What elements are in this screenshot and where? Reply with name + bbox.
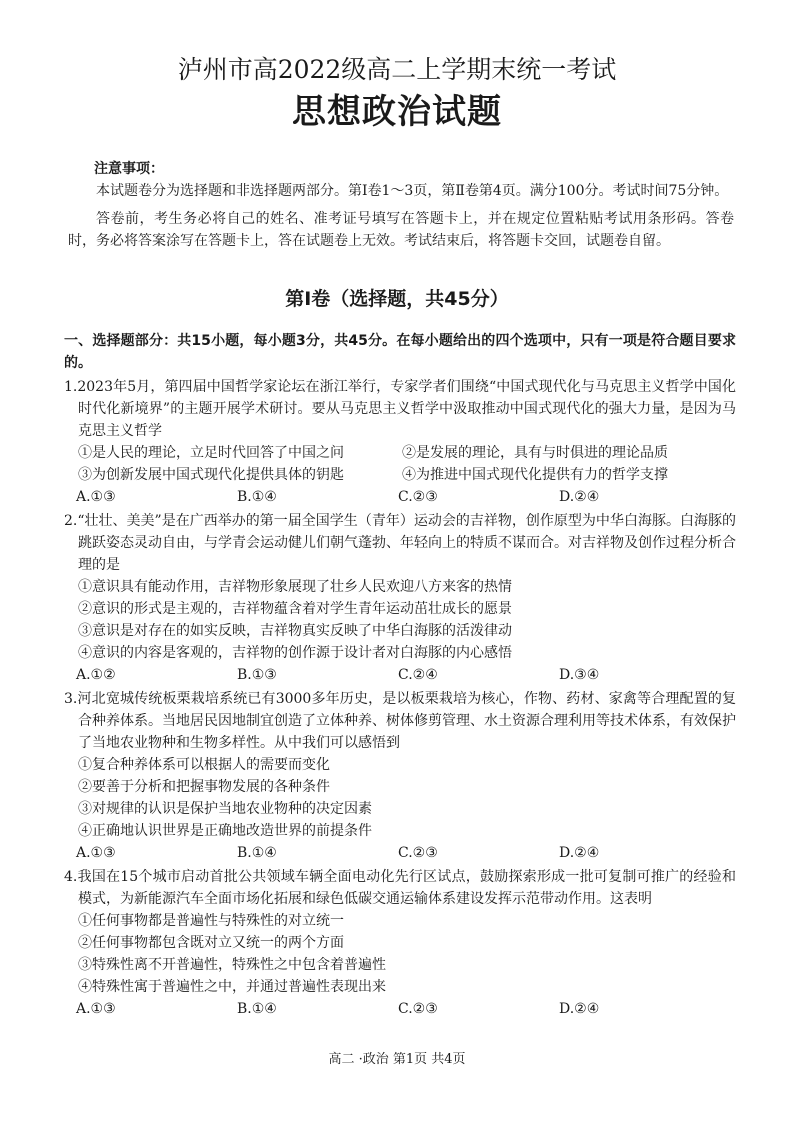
question-3 — [64, 688, 736, 864]
option-row — [64, 464, 736, 486]
option-item: ③意识是对存在的如实反映，吉祥物真实反映了中华白海豚的活泼律动 — [78, 623, 512, 639]
subject-title: 思想政治试题 — [292, 92, 502, 132]
answer-choice-a: A.①③ — [76, 845, 116, 861]
answer-choice-d: D.②④ — [559, 489, 600, 505]
answer-choice-c: C.②③ — [398, 1001, 438, 1017]
answer-choice-b: B.①③ — [237, 667, 277, 683]
answer-choice-c: C.②③ — [398, 489, 438, 505]
answer-choice-c: C.②③ — [398, 845, 438, 861]
answer-choice-b: B.①④ — [237, 489, 277, 505]
notice-paragraph-1: 本试题卷分为选择题和非选择题两部分。第Ⅰ卷1～3页，第Ⅱ卷第4页。满分100分。考试时间75分钟。 — [96, 183, 729, 199]
section-title: 第Ⅰ卷（选择题，共45分） — [285, 288, 509, 310]
option-item: ③特殊性离不开普遍性，特殊性之中包含着普遍性 — [78, 957, 386, 973]
option-item: ④正确地认识世界是正确地改造世界的前提条件 — [78, 823, 372, 839]
question-2 — [64, 510, 736, 686]
option-row — [64, 442, 736, 464]
option-item: ①是人民的理论，立足时代回答了中国之问 — [78, 445, 344, 461]
notice-heading: 注意事项： — [94, 161, 164, 177]
question-stem: 4.我国在15个城市启动首批公共领域车辆全面电动化先行区试点，鼓励探索形成一批可复制可推广的经验和模式，为新能源汽车全面市场化拓展和绿色低碳交通运输体系建设发挥示范带动作用。这表明 — [64, 869, 736, 907]
answer-choices — [64, 842, 736, 864]
option-item: ③为创新发展中国式现代化提供具体的钥匙 — [78, 467, 344, 483]
answer-choices — [64, 998, 736, 1020]
option-item: ①任何事物都是普遍性与特殊性的对立统一 — [78, 913, 344, 929]
question-stem: 3.河北宽城传统板栗栽培系统已有3000多年历史，是以板栗栽培为核心，作物、药材、家禽等合理配置的复合种养体系。当地居民因地制宜创造了立体种养、树体修剪管理、水土资源合理利用等技术体系，有效保护了当地农业物种和生物多样性。从中我们可以感悟到 — [64, 691, 736, 751]
answer-choices — [64, 486, 736, 508]
question-stem: 1.2023年5月，第四届中国哲学家论坛在浙江举行，专家学者们围绕“中国式现代化与马克思主义哲学中国化时代化新境界”的主题开展学术研讨。要从马克思主义哲学中汲取推动中国式现代化的强大力量，是因为马克思主义哲学 — [64, 379, 736, 439]
question-4 — [64, 866, 736, 1020]
option-item: ③对规律的认识是保护当地农业物种的决定因素 — [78, 801, 372, 817]
exam-title: 泸州市高2022级高二上学期末统一考试 — [177, 55, 617, 84]
option-item: ②是发展的理论，具有与时俱进的理论品质 — [402, 445, 668, 461]
answer-choice-c: C.②④ — [398, 667, 438, 683]
option-item: ①复合种养体系可以根据人的需要而变化 — [78, 757, 330, 773]
answer-choice-b: B.①④ — [237, 1001, 277, 1017]
answer-choice-d: D.③④ — [559, 667, 600, 683]
answer-choice-a: A.①② — [76, 667, 116, 683]
option-item: ②要善于分析和把握事物发展的各种条件 — [78, 779, 330, 795]
option-item: ②意识的形式是主观的，吉祥物蕴含着对学生青年运动茁壮成长的愿景 — [78, 601, 512, 617]
option-item: ④特殊性寓于普遍性之中，并通过普遍性表现出来 — [78, 979, 386, 995]
answer-choice-b: B.①④ — [237, 845, 277, 861]
option-item: ④意识的内容是客观的，吉祥物的创作源于设计者对白海豚的内心感悟 — [78, 645, 512, 661]
section-instruction: 一、选择题部分：共15小题，每小题3分，共45分。在每小题给出的四个选项中，只有一项是符合题目要求的。 — [64, 333, 736, 371]
answer-choice-d: D.②④ — [559, 845, 600, 861]
question-area — [64, 330, 736, 1020]
answer-choice-d: D.②④ — [559, 1001, 600, 1017]
page-footer: 高二 ·政治 第1页 共4页 — [328, 1052, 466, 1067]
notice-paragraph-2: 答卷前，考生务必将自己的姓名、准考证号填写在答题卡上，并在规定位置粘贴考试用条形码。答卷时，务必将答案涂写在答题卡上，答在试题卷上无效。考试结束后，将答题卡交回，试题卷自留。 — [68, 211, 734, 249]
answer-choices — [64, 664, 736, 686]
option-item: ④为推进中国式现代化提供有力的哲学支撑 — [402, 467, 668, 483]
question-stem: 2.“壮壮、美美”是在广西举办的第一届全国学生（青年）运动会的吉祥物，创作原型为中华白海豚。白海豚的跳跃姿态灵动自由，与学青会运动健儿们朝气蓬勃、年轻向上的特质不谋而合。对吉祥物及创作过程分析合理的是 — [64, 513, 736, 573]
notice-block — [68, 158, 734, 252]
option-item: ①意识具有能动作用，吉祥物形象展现了壮乡人民欢迎八方来客的热情 — [78, 579, 512, 595]
option-item: ②任何事物都包含既对立又统一的两个方面 — [78, 935, 344, 951]
answer-choice-a: A.①③ — [76, 489, 116, 505]
answer-choice-a: A.①③ — [76, 1001, 116, 1017]
question-1 — [64, 376, 736, 508]
